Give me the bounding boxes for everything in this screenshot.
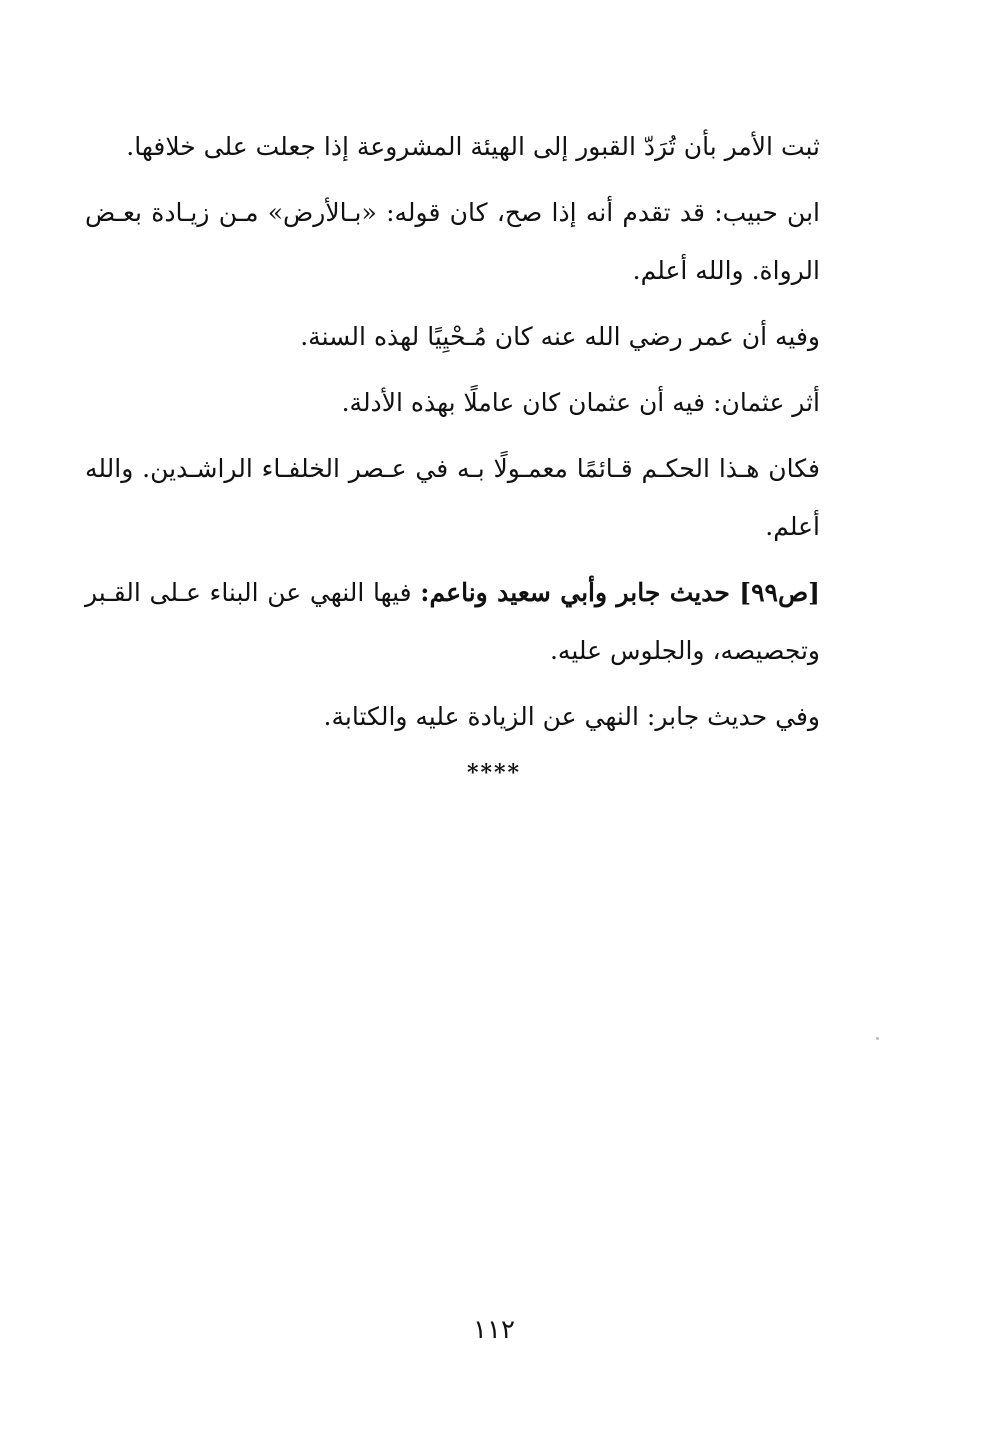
paragraph-4: [85, 374, 820, 432]
paragraph-1-text: ثبت الأمر بأن تُرَدّ القبور إلى الهيئة المشروعة إذا جعلت على خلافها.: [126, 132, 820, 161]
page-number: ١١٢: [473, 1315, 515, 1345]
paragraph-4-text: أثر عثمان: فيه أن عثمان كان عاملًا بهذه الأدلة.: [341, 388, 820, 417]
paragraph-6-text: فيها النهي عن البناء عـلى القـبر وتجصيصه، والجلوس عليه.: [85, 578, 820, 665]
paragraph-7: [85, 688, 820, 746]
section-separator: ****: [466, 760, 522, 786]
body-text: [85, 118, 820, 754]
paragraph-3: [85, 308, 820, 366]
paragraph-2-text: ابن حبيب: قد تقدم أنه إذا صح، كان قوله: «بـالأرض» مـن زيـادة بعـض الرواة. والله أعلم.: [85, 198, 820, 285]
paragraph-5-text: فكان هـذا الحكـم قـائمًا معمـولًا بـه في عـصر الخلفـاء الراشـدين. والله أعلم.: [85, 454, 820, 541]
paragraph-2: [85, 184, 820, 300]
paragraph-1: [85, 118, 820, 176]
paragraph-3-text: وفيه أن عمر رضي الله عنه كان مُـحْيِيًا لهذه السنة.: [300, 322, 820, 351]
paragraph-6: [85, 564, 820, 680]
paragraph-7-text: وفي حديث جابر: النهي عن الزيادة عليه والكتابة.: [323, 702, 820, 731]
scan-speck: [876, 1037, 879, 1040]
paragraph-5: [85, 440, 820, 556]
paragraph-6-lead: [ص٩٩] حديث جابر وأبي سعيد وناعم:: [420, 578, 820, 607]
